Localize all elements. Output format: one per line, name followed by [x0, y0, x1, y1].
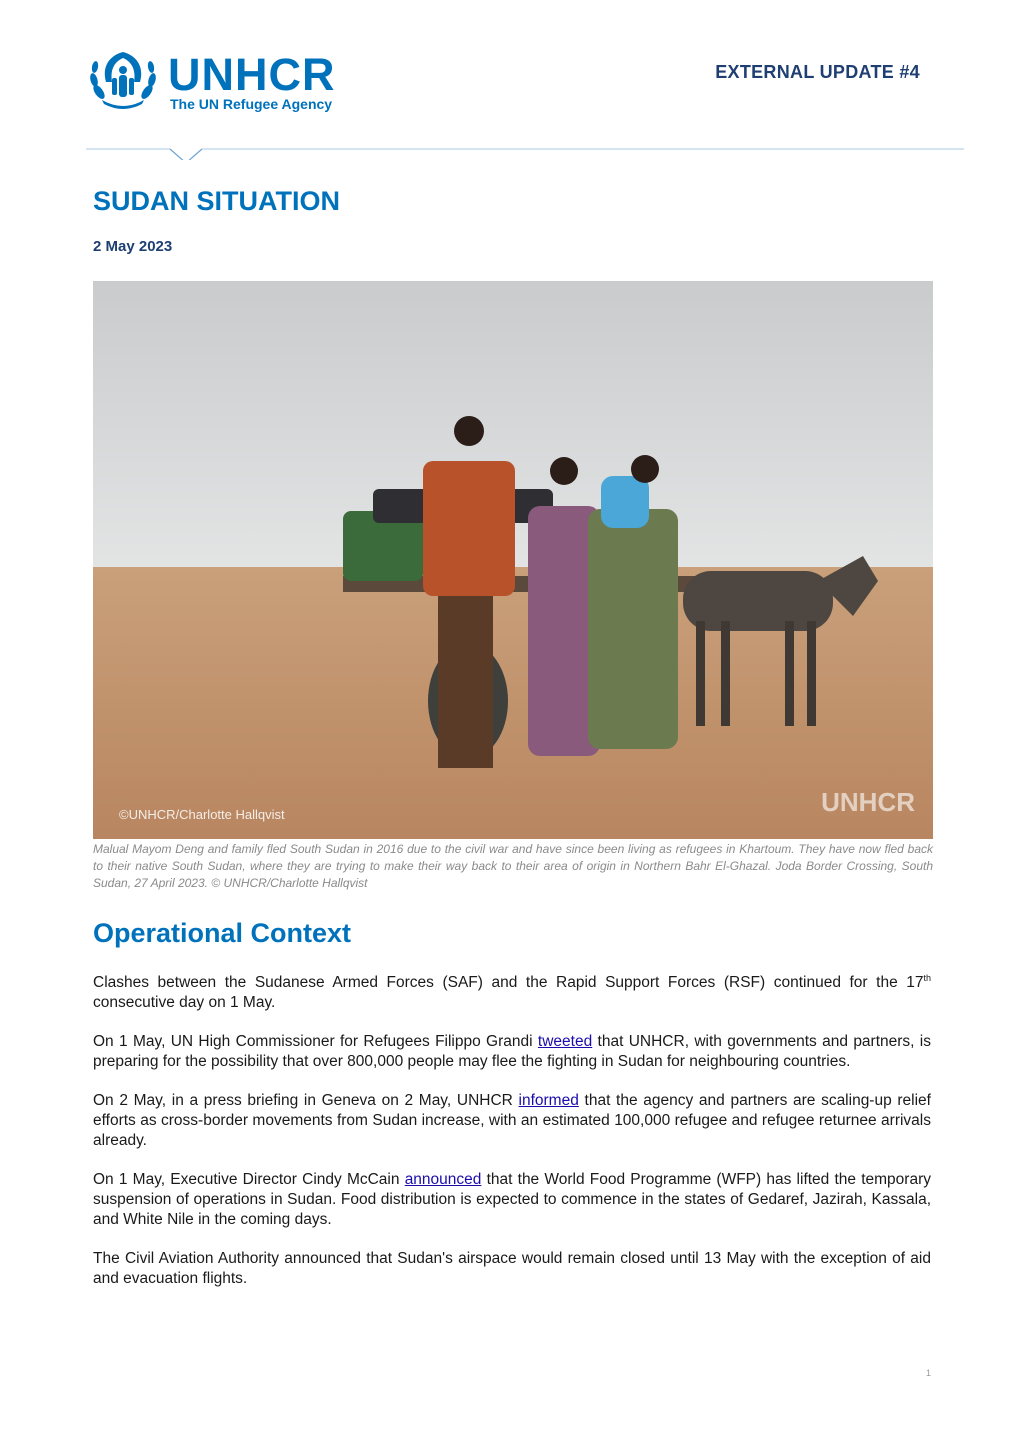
operational-context-body [93, 968, 931, 1308]
header-divider [86, 140, 964, 160]
unhcr-logo [86, 48, 366, 118]
document-date: 2 May 2023 [93, 238, 173, 255]
photo-caption: Malual Mayom Deng and family fled South Sudan in 2016 due to the civil war and have since been living as refugees in Khartoum. They have now fled back to their native South Sudan, where they are trying to make their way back to their area of origin in Northern Bahr El-Ghazal. Joda Border Crossing, South Sudan, 27 April 2023. © UNHCR/Charlotte Hallqvist [93, 842, 933, 890]
announced-link[interactable]: announced [404, 1171, 482, 1189]
family-group [423, 416, 678, 768]
logo-tagline: The UN Refugee Agency [170, 96, 333, 112]
logo-wordmark: UNHCR [168, 49, 336, 100]
paragraph-4: On 1 May, Executive Director Cindy McCain announced that the World Food Programme (WFP) has lifted the temporary suspension of operations in Sudan. Food distribution is expected to commence in the states of Gedaref, Jazirah, Kassala, and White Nile in the coming days. [93, 1171, 931, 1229]
section-heading-operational-context: Operational Context [93, 918, 352, 948]
tweeted-link[interactable]: tweeted [537, 1033, 593, 1051]
unhcr-emblem-icon [86, 48, 160, 114]
cover-photo [93, 281, 933, 839]
external-update-label: EXTERNAL UPDATE #4 [715, 62, 920, 82]
photo-watermark: UNHCR [821, 787, 915, 817]
informed-link[interactable]: informed [518, 1092, 579, 1110]
photo-credit: ©UNHCR/Charlotte Hallqvist [119, 807, 285, 822]
paragraph-2: On 1 May, UN High Commissioner for Refugees Filippo Grandi tweeted that UNHCR, with governments and partners, is preparing for the possibility that over 800,000 people may flee the fighting in Sudan for neighbouring countries. [93, 1033, 932, 1071]
document-title: SUDAN SITUATION [93, 186, 340, 216]
page-number: 1 [925, 1368, 931, 1378]
paragraph-5: The Civil Aviation Authority announced that Sudan's airspace would remain closed until 13 May with the exception of aid and evacuation flights. [93, 1250, 931, 1288]
paragraph-3: On 2 May, in a press briefing in Geneva on 2 May, UNHCR informed that the agency and partners are scaling-up relief efforts as cross-border movements from Sudan increase, with an estimated 100,000 refugee and refugee returnee arrivals already. [93, 1092, 931, 1150]
paragraph-1: Clashes between the Sudanese Armed Forces (SAF) and the Rapid Support Forces (RSF) continued for the 17th consecutive day on 1 May. [93, 973, 931, 1012]
